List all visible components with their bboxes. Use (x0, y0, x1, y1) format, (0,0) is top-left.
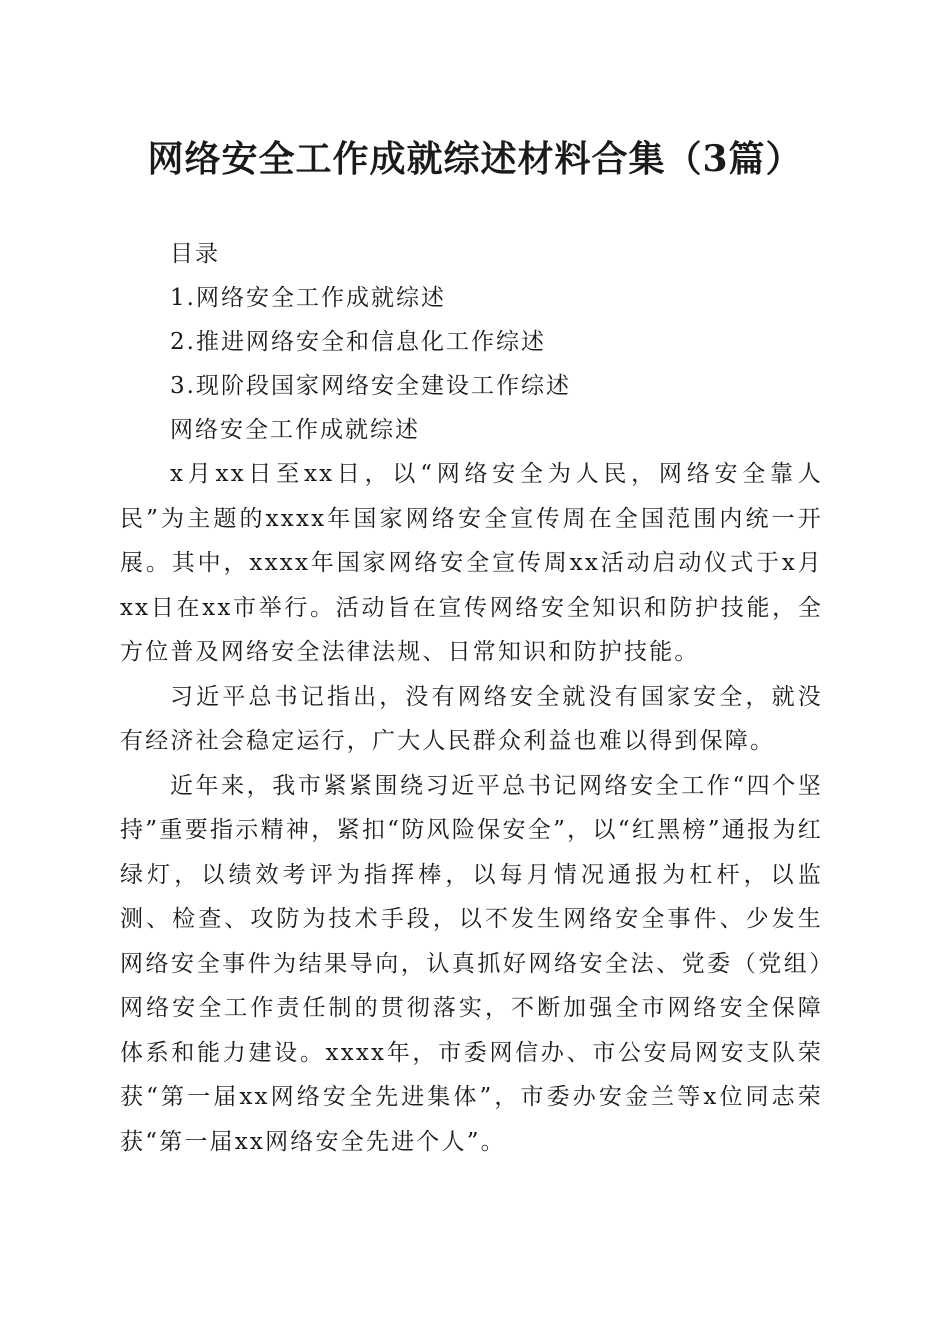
toc-item: 3.现阶段国家网络安全建设工作综述 (170, 373, 571, 399)
section-heading: 网络安全工作成就综述 (170, 417, 420, 443)
document-title: 网络安全工作成就综述材料合集（3篇） (147, 138, 803, 180)
toc-item: 2.推进网络安全和信息化工作综述 (170, 329, 546, 355)
body-paragraph: x月xx日至xx日，以“网络安全为人民，网络安全靠人民”为主题的xxxx年国家网络安全宣传周在全国范围内统一开展。其中，xxxx年国家网络安全宣传周xx活动启动仪式于x月xx日在xx市举行。活动旨在宣传网络安全知识和防护技能，全方位普及网络安全法律法规、日常知识和防护技能。 (120, 461, 823, 665)
body-paragraph: 习近平总书记指出，没有网络安全就没有国家安全，就没有经济社会稳定运行，广大人民群众利益也难以得到保障。 (120, 683, 823, 754)
document-body (120, 232, 823, 1164)
toc-heading: 目录 (170, 241, 220, 267)
toc-item: 1.网络安全工作成就综述 (170, 285, 446, 311)
body-paragraph: 近年来，我市紧紧围绕习近平总书记网络安全工作“四个坚持”重要指示精神，紧扣“防风险保安全”，以“红黑榜”通报为红绿灯，以绩效考评为指挥棒，以每月情况通报为杠杆，以监测、检查、攻防为技术手段，以不发生网络安全事件、少发生网络安全事件为结果导向，认真抓好网络安全法、党委（党组）网络安全工作责任制的贯彻落实，不断加强全市网络安全保障体系和能力建设。xxxx年，市委网信办、市公安局网安支队荣获“第一届xx网络安全先进集体”，市委办安金兰等x位同志荣获“第一届xx网络安全先进个人”。 (120, 772, 823, 1155)
